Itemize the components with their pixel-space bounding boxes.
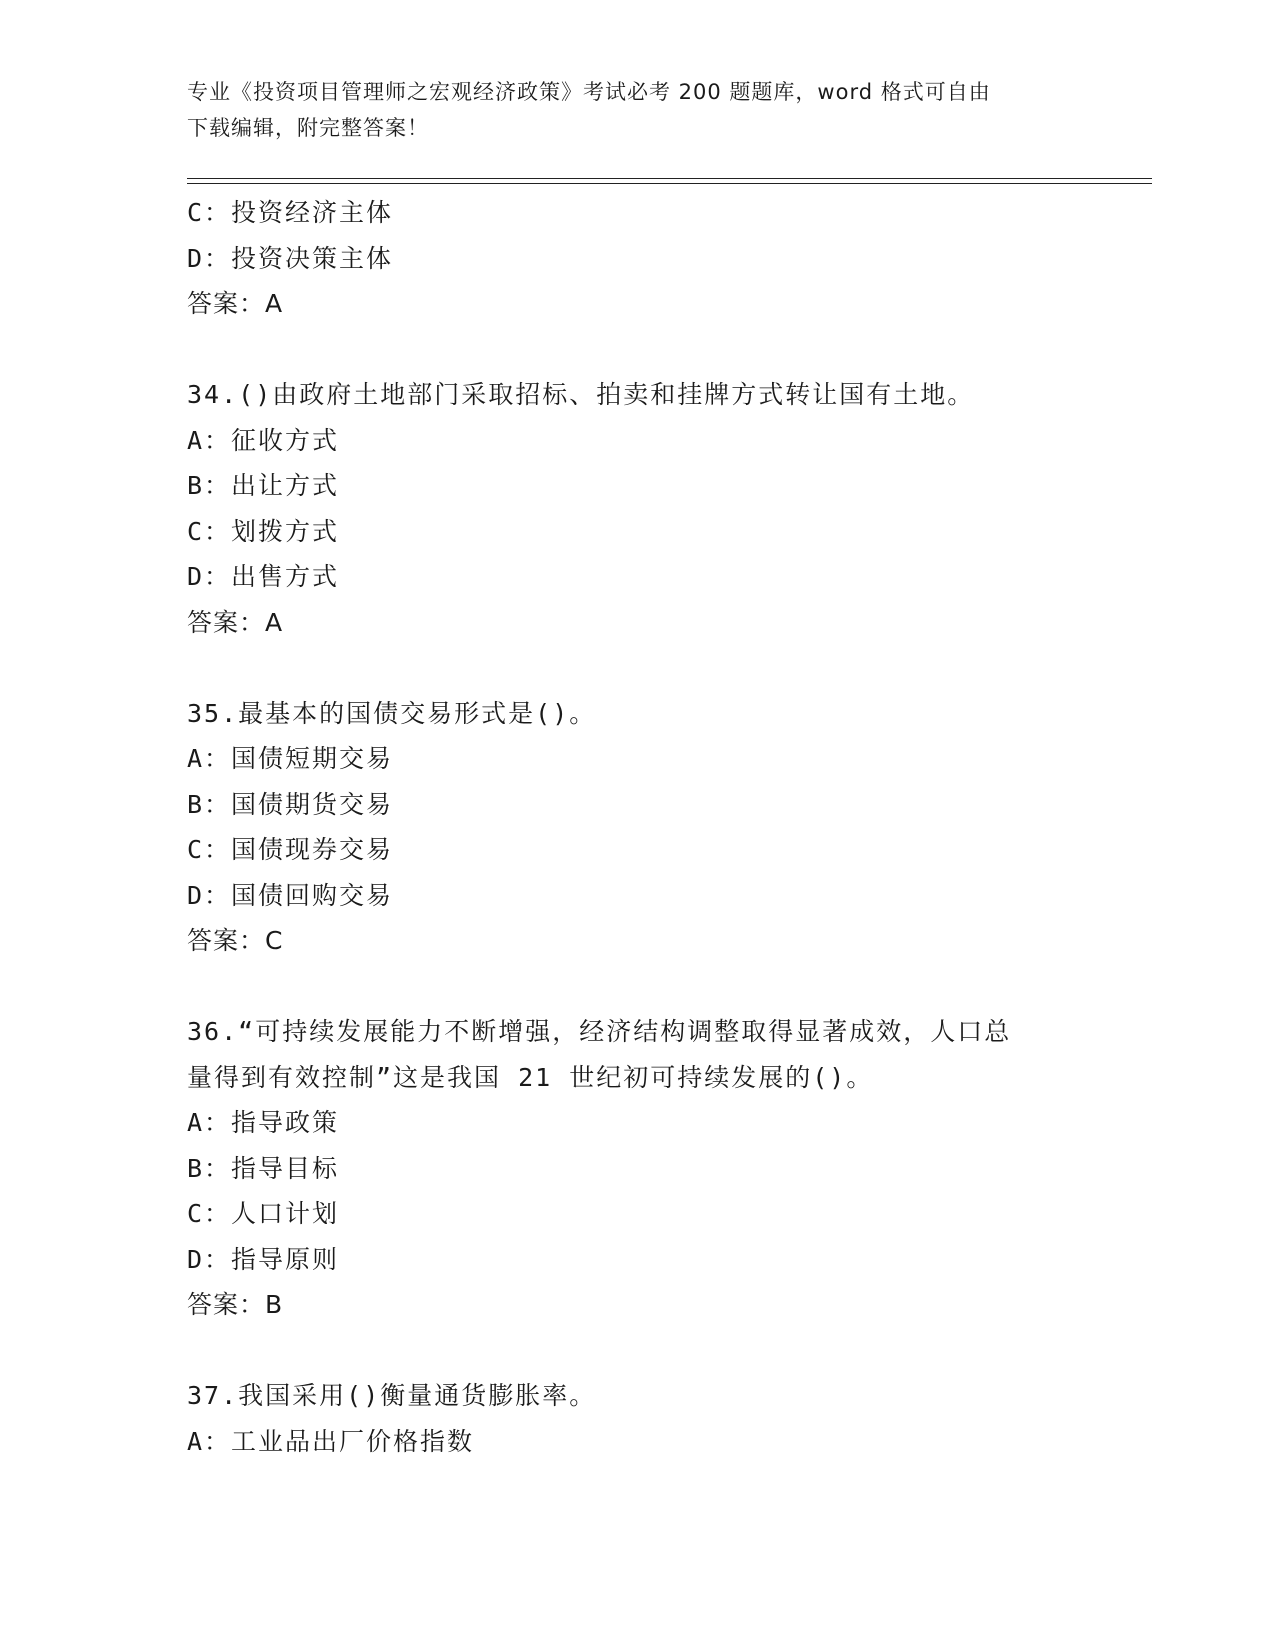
question-35 [187, 691, 1117, 964]
option-c: C：划拨方式 [187, 516, 340, 546]
question-stem: 35.最基本的国债交易形式是()。 [187, 698, 597, 728]
header-divider-top [187, 178, 1152, 179]
option-d: D：投资决策主体 [187, 243, 394, 273]
option-a: A：指导政策 [187, 1108, 340, 1137]
question-stem: 34.()由政府土地部门采取招标、拍卖和挂牌方式转让国有土地。 [187, 380, 975, 409]
option-a: A：征收方式 [187, 425, 340, 455]
option-d: D：指导原则 [187, 1244, 340, 1274]
option-b: B：指导目标 [187, 1153, 340, 1183]
option-c: C：国债现券交易 [187, 835, 394, 864]
header-divider-bottom [187, 183, 1152, 184]
answer-label: 答案：A [187, 289, 284, 318]
option-a: A：工业品出厂价格指数 [187, 1426, 475, 1456]
question-36 [187, 1009, 1117, 1328]
option-b: B：出让方式 [187, 471, 340, 500]
question-37 [187, 1373, 1117, 1464]
spacer [187, 327, 1117, 373]
answer-label: 答案：B [187, 1290, 284, 1319]
header-line-2: 下载编辑，附完整答案！ [187, 116, 429, 140]
spacer [187, 645, 1117, 691]
question-list [187, 190, 1117, 1464]
question-stem: 37.我国采用()衡量通货膨胀率。 [187, 1381, 597, 1410]
option-d: D：国债回购交易 [187, 880, 394, 910]
question-34 [187, 372, 1117, 645]
option-b: B：国债期货交易 [187, 789, 394, 819]
option-c: C：人口计划 [187, 1199, 340, 1228]
header-line-1: 专业《投资项目管理师之宏观经济政策》考试必考 200 题题库，word 格式可自由 [187, 80, 991, 104]
answer-label: 答案：C [187, 926, 284, 955]
spacer [187, 964, 1117, 1010]
document-header [187, 74, 1087, 146]
option-d: D：出售方式 [187, 562, 340, 591]
option-a: A：国债短期交易 [187, 744, 394, 773]
question-stem-line-1: 36.“可持续发展能力不断增强，经济结构调整取得显著成效，人口总 [187, 1017, 1012, 1046]
option-c: C：投资经济主体 [187, 198, 394, 227]
answer-label: 答案：A [187, 607, 284, 637]
question-stem-line-2: 量得到有效控制”这是我国 21 世纪初可持续发展的()。 [187, 1062, 874, 1092]
spacer [187, 1328, 1117, 1374]
question-fragment-33 [187, 190, 1117, 327]
